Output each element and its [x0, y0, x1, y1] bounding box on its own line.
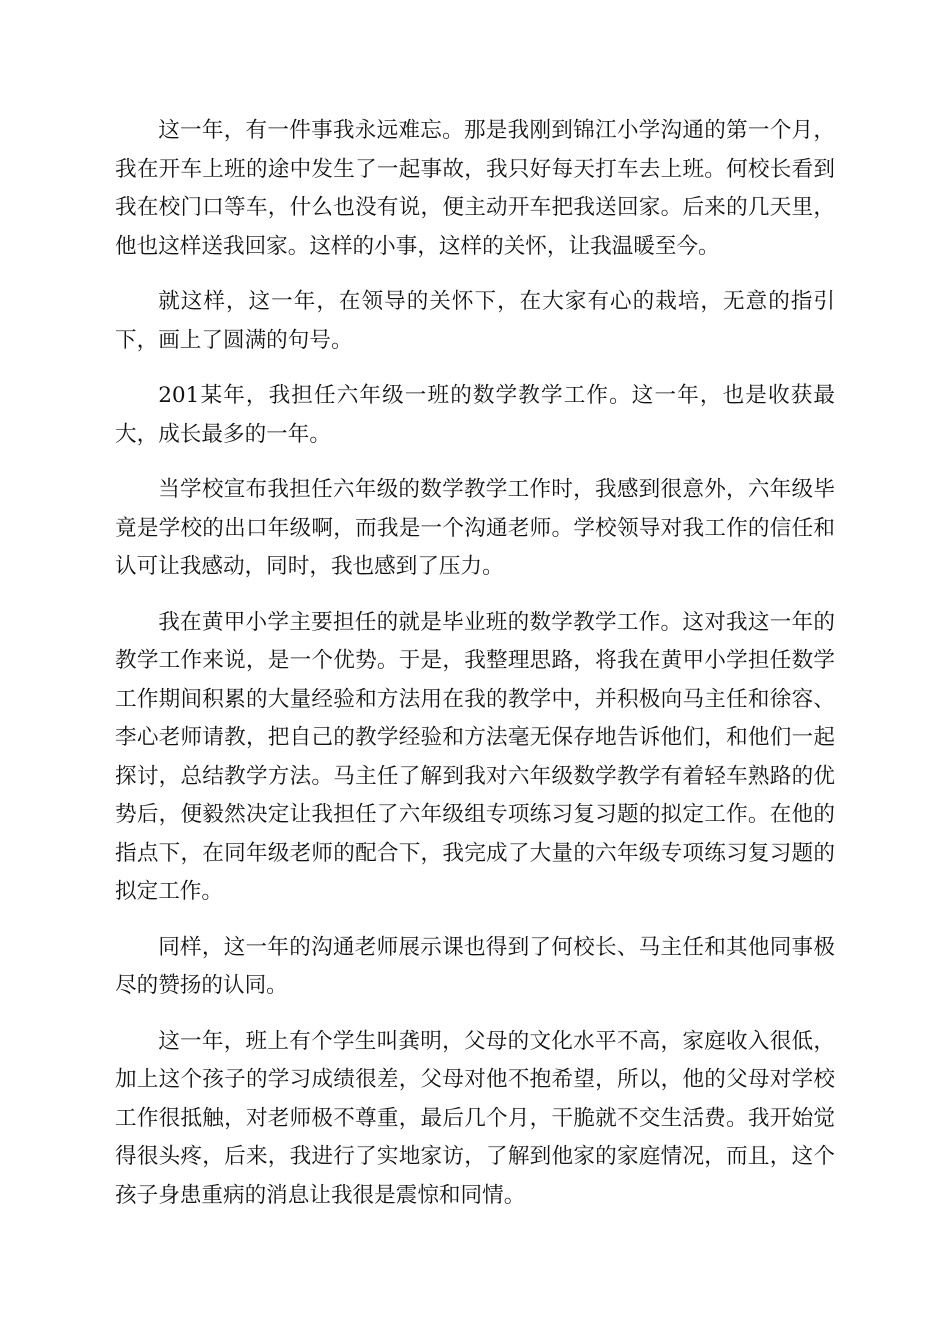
document-page [115, 112, 835, 1232]
paragraph-2: 就这样，这一年，在领导的关怀下，在大家有心的栽培，无意的指引下，画上了圆满的句号。 [115, 289, 835, 353]
paragraph-4: 当学校宣布我担任六年级的数学教学工作时，我感到很意外，六年级毕竟是学校的出口年级啊，而我是一个沟通老师。学校领导对我工作的信任和认可让我感动，同时，我也感到了压力。 [115, 477, 835, 579]
paragraph-1: 这一年，有一件事我永远难忘。那是我刚到锦江小学沟通的第一个月，我在开车上班的途中发生了一起事故，我只好每天打车去上班。何校长看到我在校门口等车，什么也没有说，便主动开车把我送回家。后来的几天里，他也这样送我回家。这样的小事，这样的关怀，让我温暖至今。 [115, 118, 835, 259]
paragraph-7: 这一年，班上有个学生叫龚明，父母的文化水平不高，家庭收入很低，加上这个孩子的学习成绩很差，父母对他不抱希望，所以，他的父母对学校工作很抵触，对老师极不尊重，最后几个月，干脆就不交生活费。我开始觉得很头疼，后来，我进行了实地家访，了解到他家的家庭情况，而且，这个孩子身患重病的消息让我很是震惊和同情。 [115, 1028, 835, 1208]
paragraph-5: 我在黄甲小学主要担任的就是毕业班的数学教学工作。这对我这一年的教学工作来说，是一个优势。于是，我整理思路，将我在黄甲小学担任数学工作期间积累的大量经验和方法用在我的教学中，并积极向马主任和徐容、李心老师请教，把自己的教学经验和方法毫无保存地告诉他们，和他们一起探讨，总结教学方法。马主任了解到我对六年级数学教学有着轻车熟路的优势后，便毅然决定让我担任了六年级组专项练习复习题的拟定工作。在他的指点下，在同年级老师的配合下，我完成了大量的六年级专项练习复习题的拟定工作。 [115, 609, 835, 904]
paragraph-6: 同样，这一年的沟通老师展示课也得到了何校长、马主任和其他同事极尽的赞扬的认同。 [115, 934, 835, 998]
paragraph-3: 201某年，我担任六年级一班的数学教学工作。这一年，也是收获最大，成长最多的一年。 [115, 383, 835, 447]
